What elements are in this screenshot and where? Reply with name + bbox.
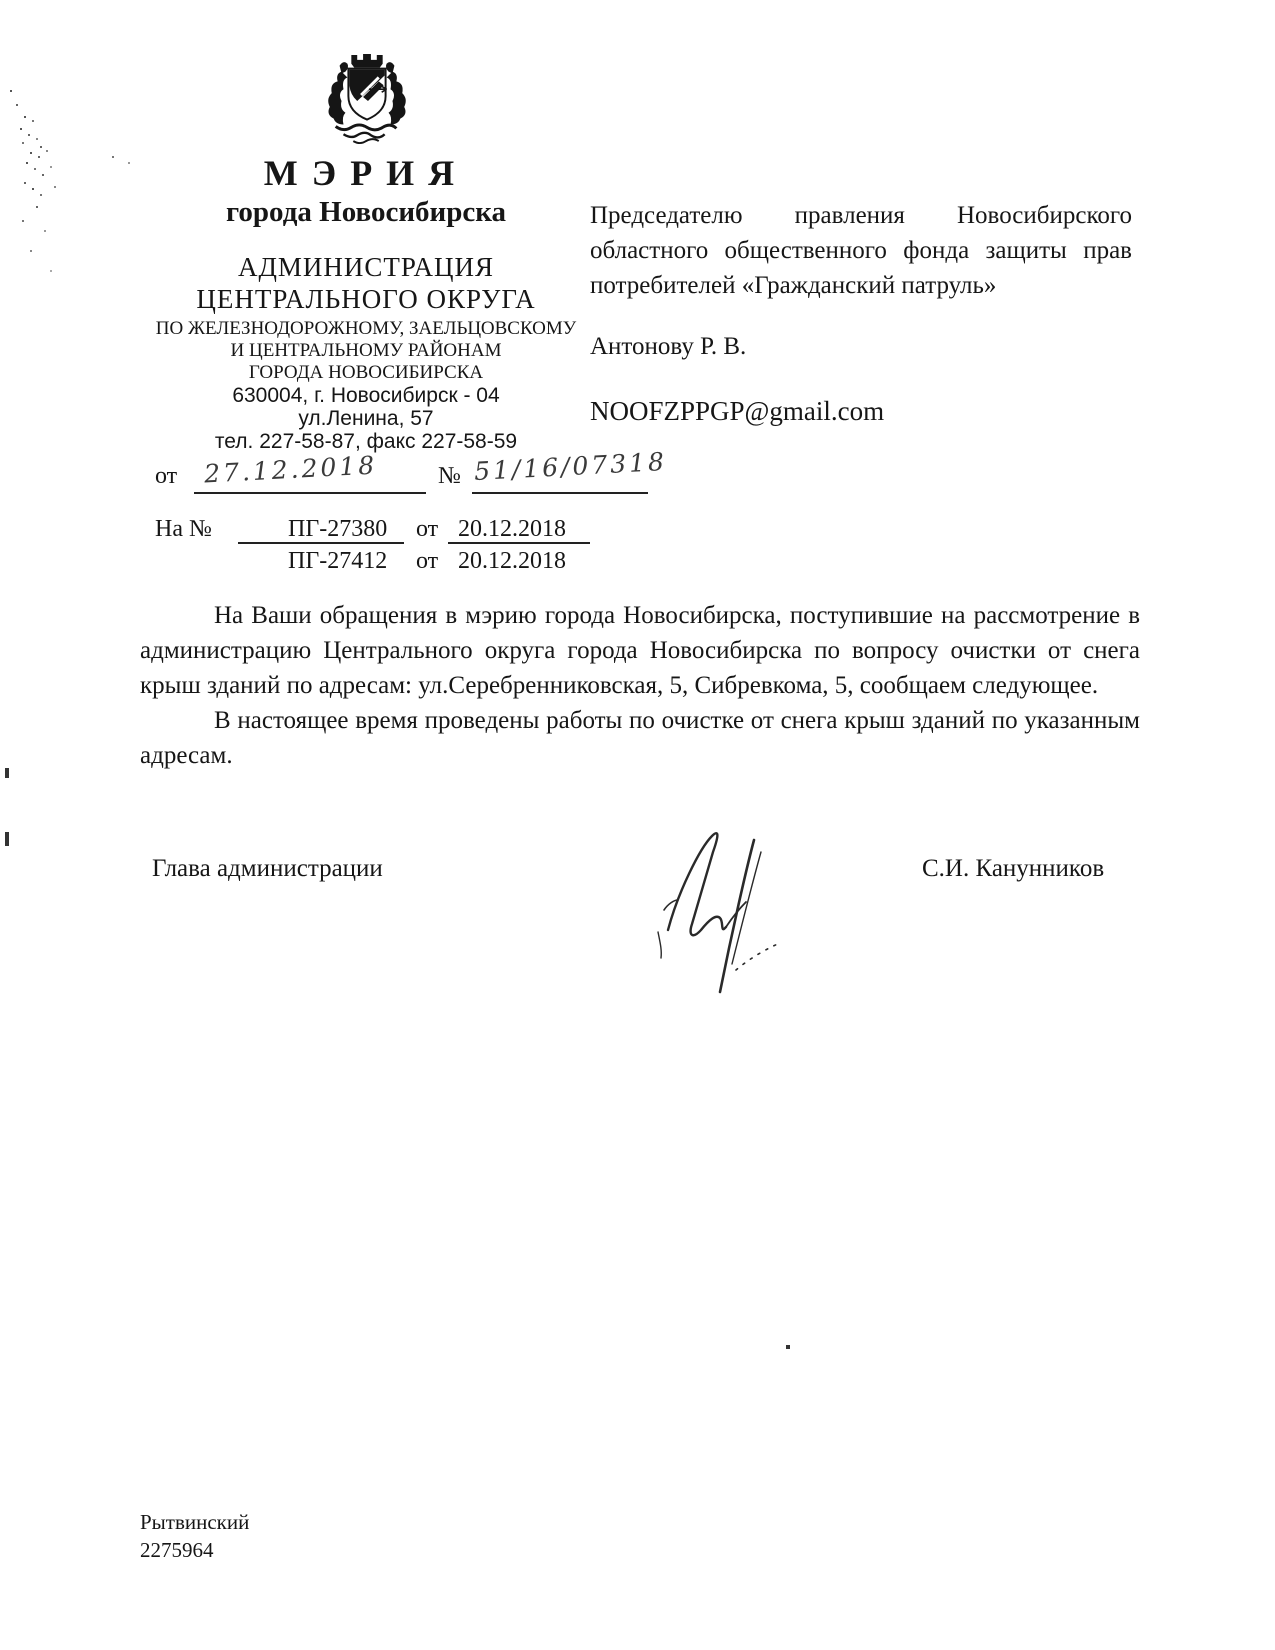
street-address-line: ул.Ленина, 57 — [298, 407, 434, 430]
incoming-number-1: ПГ-27380 — [288, 516, 388, 542]
org-name-city: города Новосибирска — [225, 196, 507, 228]
in-reply-label: На № — [155, 516, 212, 542]
incoming-from-label-1: от — [416, 516, 439, 542]
postal-address-line: 630004, г. Новосибирск - 04 — [232, 384, 500, 407]
org-name-main: МЭРИЯ — [263, 153, 469, 193]
recipient-email: NOOFZPPGP@gmail.com — [590, 396, 885, 426]
incoming-date-1: 20.12.2018 — [458, 516, 566, 542]
incoming-date-line — [448, 516, 590, 544]
division-line-2: ЦЕНТРАЛЬНОГО ОКРУГА — [196, 284, 536, 314]
phone-fax-line: тел. 227-58-87, факс 227-58-59 — [214, 430, 518, 453]
body-paragraph-1: На Ваши обращения в мэрию города Новосибирска, поступившие на рассмотрение в администрацию Центрального округа города Новосибирска по вопросу очистки от снега крыш зданий по адресам: ул.Серебренниковская, 5, Сибревкома, 5, сообщаем следующее. — [140, 602, 1140, 699]
districts-line-1: ПО ЖЕЛЕЗНОДОРОЖНОМУ, ЗАЕЛЬЦОВСКОМУ — [155, 318, 577, 339]
scan-mark — [5, 832, 9, 846]
recipient-title: Председателю правления Новосибирского областного общественного фонда защиты прав потребителей «Гражданский патруль» — [590, 202, 1132, 299]
handwritten-signature-icon — [628, 812, 808, 1002]
outgoing-date-label: от — [155, 463, 178, 489]
outgoing-number-label: № — [438, 463, 461, 489]
districts-line-3: ГОРОДА НОВОСИБИРСКА — [248, 362, 484, 383]
signer-position: Глава администрации — [152, 855, 383, 882]
signer-name: С.И. Канунников — [922, 855, 1105, 882]
scan-mark — [786, 1345, 790, 1349]
novosibirsk-coat-of-arms-icon — [318, 52, 416, 146]
scan-mark — [5, 768, 9, 778]
scan-noise-speckle — [10, 90, 12, 92]
incoming-date-2: 20.12.2018 — [458, 548, 566, 574]
outgoing-date-handwritten: 27.12.2018 — [203, 450, 378, 489]
executor-name: Рытвинский — [140, 1510, 250, 1534]
recipient-name: Антонову Р. В. — [590, 333, 747, 360]
incoming-from-label-2: от — [416, 548, 439, 574]
districts-line-2: И ЦЕНТРАЛЬНОМУ РАЙОНАМ — [230, 340, 502, 361]
incoming-number-2: ПГ-27412 — [288, 548, 388, 574]
outgoing-number-handwritten: 51/16/07318 — [473, 446, 668, 487]
executor-phone: 2275964 — [140, 1538, 214, 1562]
body-paragraph-2: В настоящее время проведены работы по очистке от снега крыш зданий по указанным адресам. — [140, 707, 1140, 769]
incoming-number-line — [238, 516, 404, 544]
division-line-1: АДМИНИСТРАЦИЯ — [238, 252, 494, 282]
letter-body — [140, 598, 1140, 773]
